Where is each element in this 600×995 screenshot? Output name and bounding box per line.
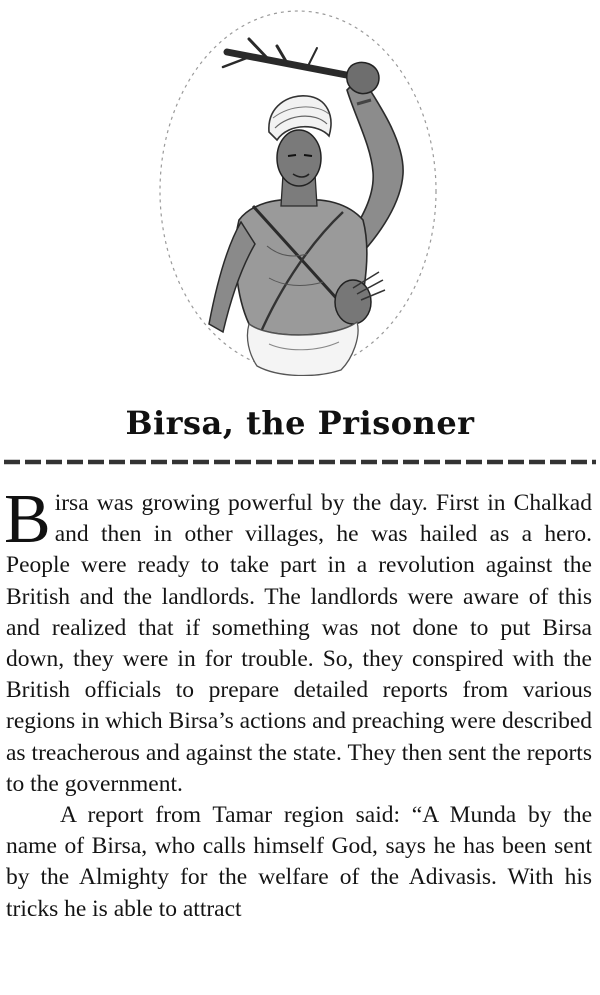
paragraph-1-text: irsa was growing powerful by the day. First in Chalkad and then in other villages, he was hailed as a hero. People were ready to take part in a revolution against the British and the landlords. The landlords were aware of this and realized that if something was not done to put Birsa down, they were in for trouble. So, they conspired with the British officials to prepare detailed reports from various regions in which Birsa’s actions and preaching were described as treacherous and against the state. They then sent the reports to the government. (6, 490, 593, 797)
article-body (4, 481, 593, 925)
dashed-divider (4, 459, 596, 465)
drop-cap: B (4, 481, 51, 558)
chapter-title: Birsa, the Prisoner (125, 404, 475, 442)
birsa-portrait-illustration (157, 6, 439, 376)
paragraph-2: A report from Tamar region said: “A Munda by the name of Birsa, who calls himself God, says he has been sent by the Almighty for the welfare of the Adivasis. With his tricks he is able to attract (6, 802, 592, 922)
paragraph-1 (4, 481, 593, 800)
